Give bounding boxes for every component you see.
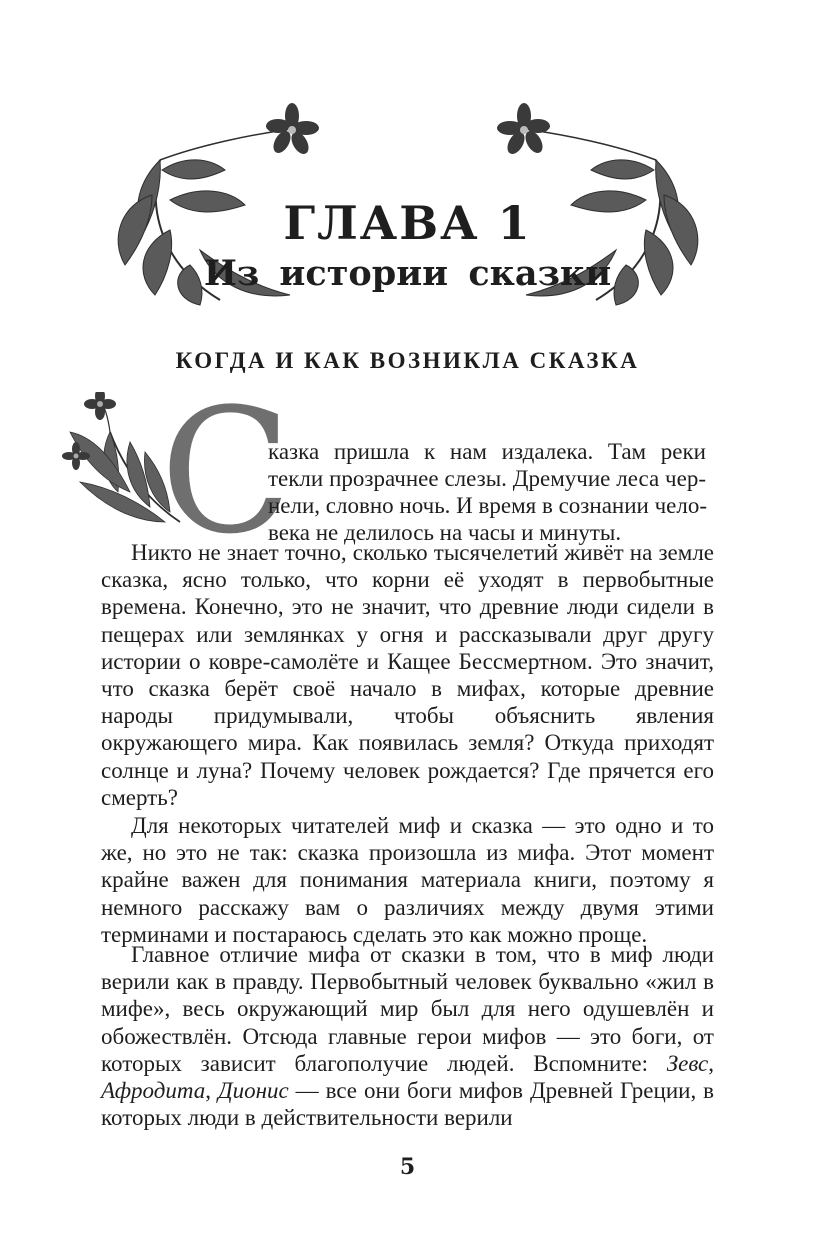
paragraph-2: Для некоторых читателей миф и сказка — это одно и то же, но это не так: сказка произошла из мифа. Этот момент крайне важен для понимания материала книги, поэтому я немного расскажу вам о различиях между двумя этими терминами и постараюсь сделать это как можно проще. [101, 813, 714, 947]
name-aphrodite: Афродита [101, 1078, 206, 1104]
name-dionysus: Дионис [217, 1078, 289, 1104]
name-zeus: Зевс [666, 1050, 709, 1076]
page-number: 5 [399, 1154, 416, 1180]
dropcap-line-2: текли прозрачнее слезы. Дремучие леса чер- [268, 466, 706, 491]
name-separator: , [205, 1078, 218, 1104]
dropcap-line-4: века не делилось на часы и минуты. [268, 520, 622, 545]
chapter-title: ГЛАВА 1 [283, 196, 532, 250]
paragraph-3-end: — все они боги мифов Древней Греции, в которых люди в действительности верили [101, 1078, 714, 1131]
paragraph-3-start: Главное отличие мифа от сказки в том, что в миф люди верили как в правду. Первобытный человек буквально «жил в мифе», весь окружающий мир был для него одушевлён и обожествлён. Отсюда главные герои мифов — это боги, от которых зависит благополучие людей. Вспомните: [101, 942, 714, 1076]
chapter-subtitle: Из истории сказки [203, 253, 612, 294]
paragraph-1: Никто не знает точно, сколько тысячелетий живёт на земле сказка, ясно только, что корни её уходят в первобытные времена. Конечно, это не значит, что древние люди сидели в пещерах или землянках у огня и рассказывали друг другу истории о ковре-самолёте и Кащее Бессмертном. Это значит, что сказка берёт своё начало в мифах, которые древние народы придумывали, чтобы объяснить явления окружающего мира. Как появилась земля? Откуда приходят солнце и луна? Почему человек рождается? Где прячется его смерть? [101, 540, 714, 810]
dropcap-line-1: казка пришла к нам издалека. Там реки [268, 439, 706, 464]
paragraph-3 [101, 941, 714, 1131]
drop-cap-letter: С [160, 371, 292, 572]
dropcap-line-3: нели, словно ночь. И время в сознании чело- [268, 493, 707, 518]
name-separator: , [708, 1050, 714, 1076]
section-heading: КОГДА И КАК ВОЗНИКЛА СКАЗКА [175, 348, 640, 373]
